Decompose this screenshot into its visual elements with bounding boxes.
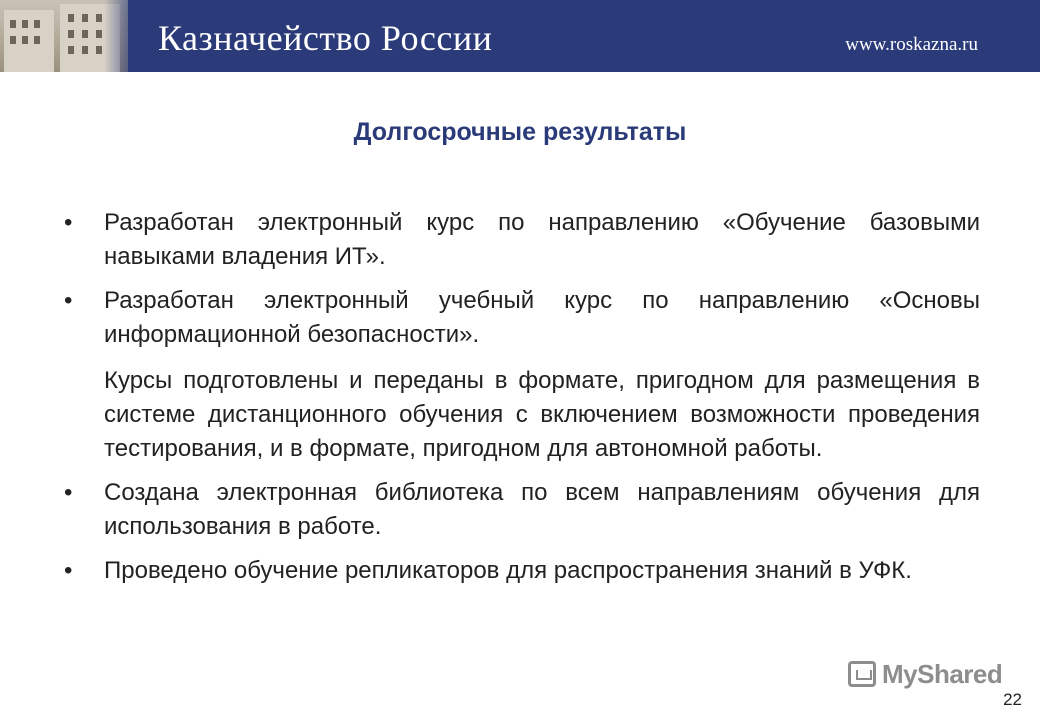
watermark-logo [848,656,1002,692]
header-url[interactable]: www.roskazna.ru [845,34,978,55]
header-title: Казначейство России [158,18,493,58]
header-fade [104,0,144,72]
header-banner [0,0,1040,72]
list-item [64,476,980,544]
presentation-icon [848,661,876,687]
list-item-text: Создана электронная библиотека по всем направлениям обучения для использования в работе. [104,479,980,540]
bullet-icon: • [64,209,73,236]
list-item [64,284,980,352]
bullet-list [64,206,980,588]
bullet-icon: • [64,557,73,584]
slide-title: Долгосрочные результаты [353,118,687,146]
list-item-text: Разработан электронный учебный курс по направлению «Основы информационной безопасности». [104,287,980,348]
list-item [64,554,980,588]
watermark-text: MyShared [882,658,1003,689]
list-item [64,206,980,274]
list-item-text: Проведено обучение репликаторов для распространения знаний в УФК. [104,557,912,584]
list-item-text: Курсы подготовлены и переданы в формате, пригодном для размещения в системе дистанционного обучения с включением возможности проведения тестирования, и в формате, пригодном для автономной работы. [104,367,980,462]
bullet-icon: • [64,479,73,506]
list-item-text: Разработан электронный курс по направлению «Обучение базовыми навыками владения ИТ». [104,209,980,270]
list-item-continuation [64,364,980,466]
bullet-icon: • [64,287,73,314]
page-number: 22 [1003,690,1022,709]
